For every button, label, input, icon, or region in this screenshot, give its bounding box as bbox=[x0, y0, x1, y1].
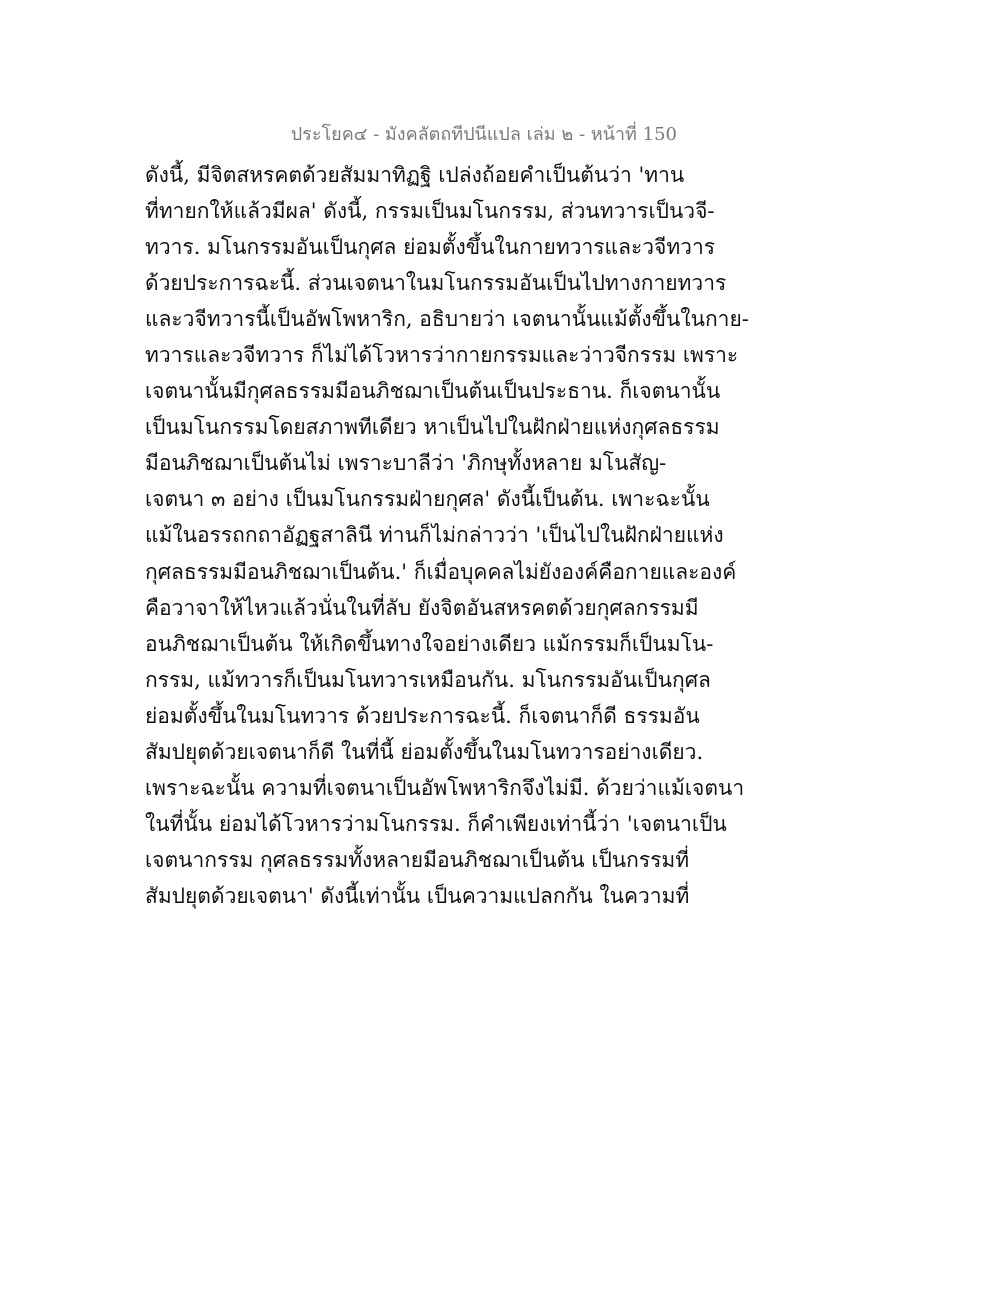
text-line: ด้วยประการฉะนี้. ส่วนเจตนาในมโนกรรมอันเป็นไปทางกายทวาร bbox=[145, 271, 727, 296]
text-line: ทวาร. มโนกรรมอันเป็นกุศล ย่อมตั้งขึ้นในกายทวารและวจีทวาร bbox=[145, 235, 716, 260]
text-line: คือวาจาให้ไหวแล้วนั่นในที่ลับ ยังจิตอันสหรคตด้วยกุศลกรรมมี bbox=[145, 595, 699, 620]
body-text bbox=[145, 157, 749, 914]
text-line: กรรม, แม้ทวารก็เป็นมโนทวารเหมือนกัน. มโนกรรมอันเป็นกุศล bbox=[145, 667, 711, 692]
text-line: กุศลธรรมมีอนภิชฌาเป็นต้น.' ก็เมื่อบุคคลไม่ยังองค์คือกายและองค์ bbox=[145, 559, 737, 584]
text-line: เป็นมโนกรรมโดยสภาพทีเดียว หาเป็นไปในฝักฝ่ายแห่งกุศลธรรม bbox=[145, 415, 720, 440]
text-line: ที่ทายกให้แล้วมีผล' ดังนี้, กรรมเป็นมโนกรรม, ส่วนทวารเป็นวจี- bbox=[145, 199, 715, 224]
text-line: ย่อมตั้งขึ้นในมโนทวาร ด้วยประการฉะนี้. ก็เจตนาก็ดี ธรรมอัน bbox=[145, 703, 700, 728]
text-line: และวจีทวารนี้เป็นอัพโพหาริก, อธิบายว่า เจตนานั้นแม้ตั้งขึ้นในกาย- bbox=[145, 307, 749, 332]
text-line: เจตนา ๓ อย่าง เป็นมโนกรรมฝ่ายกุศล' ดังนี้เป็นต้น. เพาะฉะนั้น bbox=[145, 487, 710, 512]
text-line: สัมปยุตด้วยเจตนาก็ดี ในที่นี้ ย่อมตั้งขึ้นในมโนทวารอย่างเดียว. bbox=[145, 739, 704, 764]
text-line: แม้ในอรรถกถาอัฏฐสาลินี ท่านก็ไม่กล่าวว่า 'เป็นไปในฝักฝ่ายแห่ง bbox=[145, 523, 724, 548]
text-line: ในที่นั้น ย่อมได้โวหารว่ามโนกรรม. ก็คำเพียงเท่านี้ว่า 'เจตนาเป็น bbox=[145, 811, 727, 836]
text-line: ทวารและวจีทวาร ก็ไม่ได้โวหารว่ากายกรรมและว่าวจีกรรม เพราะ bbox=[145, 343, 739, 368]
text-line: สัมปยุตด้วยเจตนา' ดังนี้เท่านั้น เป็นความแปลกกัน ในความที่ bbox=[145, 883, 690, 908]
running-header: ประโยค๔ - มังคลัตถทีปนีแปล เล่ม ๒ - หน้าที่ 150 bbox=[290, 124, 677, 145]
text-line: เพราะฉะนั้น ความที่เจตนาเป็นอัพโพหาริกจึงไม่มี. ด้วยว่าแม้เจตนา bbox=[145, 775, 745, 800]
text-line: เจตนากรรม กุศลธรรมทั้งหลายมีอนภิชฌาเป็นต้น เป็นกรรมที่ bbox=[145, 847, 690, 872]
text-line: เจตนานั้นมีกุศลธรรมมีอนภิชฌาเป็นต้นเป็นประธาน. ก็เจตนานั้น bbox=[145, 379, 721, 404]
text-line: มีอนภิชฌาเป็นต้นไม่ เพราะบาลีว่า 'ภิกษุทั้งหลาย มโนสัญ- bbox=[145, 451, 667, 476]
text-line: อนภิชฌาเป็นต้น ให้เกิดขึ้นทางใจอย่างเดียว แม้กรรมก็เป็นมโน- bbox=[145, 631, 714, 656]
text-line: ดังนี้, มีจิตสหรคตด้วยสัมมาทิฏฐิ เปล่งถ้อยคำเป็นต้นว่า 'ทาน bbox=[145, 163, 685, 187]
